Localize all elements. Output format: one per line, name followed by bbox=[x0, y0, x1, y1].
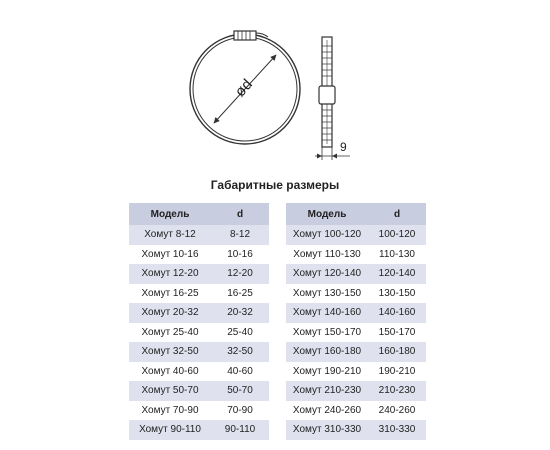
table-row bbox=[286, 381, 426, 401]
cell-model: Хомут 10-16 bbox=[141, 248, 199, 260]
cell-model: Хомут 12-20 bbox=[129, 264, 211, 284]
cell-model: Хомут 40-60 bbox=[141, 365, 199, 377]
column-header-model: Модель bbox=[286, 203, 368, 225]
cell-model: Хомут 210-230 bbox=[286, 381, 368, 401]
column-header-d: d bbox=[368, 203, 426, 225]
cell-model: Хомут 100-120 bbox=[286, 225, 368, 245]
cell-model: Хомут 50-70 bbox=[129, 381, 211, 401]
table-row bbox=[286, 264, 426, 284]
table-row bbox=[286, 284, 426, 304]
diameter-label: ød bbox=[231, 75, 256, 101]
cell-d: 10-16 bbox=[227, 248, 253, 260]
cell-d: 210-230 bbox=[368, 381, 426, 401]
cell-d: 20-32 bbox=[211, 303, 269, 323]
table-row bbox=[129, 284, 269, 304]
cell-model: Хомут 16-25 bbox=[141, 287, 199, 299]
table-row bbox=[286, 362, 426, 382]
cell-model: Хомут 240-260 bbox=[292, 404, 362, 416]
table-row bbox=[129, 362, 269, 382]
cell-d: 150-170 bbox=[378, 326, 416, 338]
table-row bbox=[129, 323, 269, 343]
band-screw-head bbox=[319, 86, 335, 104]
table-row bbox=[286, 342, 426, 362]
table-row bbox=[286, 245, 426, 265]
cell-d: 240-260 bbox=[378, 404, 416, 416]
cell-d: 50-70 bbox=[211, 381, 269, 401]
cell-model: Хомут 160-180 bbox=[286, 342, 368, 362]
cell-model: Хомут 20-32 bbox=[129, 303, 211, 323]
cell-d: 32-50 bbox=[211, 342, 269, 362]
table-row bbox=[129, 303, 269, 323]
table-row bbox=[129, 342, 269, 362]
clamp-drawing bbox=[0, 0, 550, 170]
table-row bbox=[129, 401, 269, 421]
dimensions-table-left bbox=[129, 203, 269, 440]
cell-d: 40-60 bbox=[227, 365, 253, 377]
cell-d: 70-90 bbox=[227, 404, 253, 416]
cell-model: Хомут 70-90 bbox=[141, 404, 199, 416]
cell-d: 130-150 bbox=[378, 287, 416, 299]
cell-model: Хомут 150-170 bbox=[292, 326, 362, 338]
clamp-front-view bbox=[190, 31, 300, 144]
cell-d: 310-330 bbox=[368, 420, 426, 440]
table-row bbox=[129, 225, 269, 245]
cell-d: 16-25 bbox=[227, 287, 253, 299]
table-row bbox=[286, 323, 426, 343]
width-label: 9 bbox=[340, 140, 347, 154]
table-row bbox=[286, 225, 426, 245]
column-header-d: d bbox=[211, 203, 269, 225]
cell-d: 190-210 bbox=[378, 365, 416, 377]
table-row bbox=[286, 420, 426, 440]
cell-model: Хомут 8-12 bbox=[129, 225, 211, 245]
cell-model: Хомут 90-110 bbox=[129, 420, 211, 440]
cell-model: Хомут 190-210 bbox=[292, 365, 362, 377]
dimensions-table-right bbox=[286, 203, 426, 440]
cell-model: Хомут 130-150 bbox=[292, 287, 362, 299]
cell-d: 12-20 bbox=[211, 264, 269, 284]
table-row bbox=[286, 303, 426, 323]
clamp-side-view bbox=[315, 37, 350, 160]
cell-d: 8-12 bbox=[211, 225, 269, 245]
table-header-row bbox=[129, 203, 269, 225]
cell-d: 100-120 bbox=[368, 225, 426, 245]
cell-d: 25-40 bbox=[227, 326, 253, 338]
cell-model: Хомут 120-140 bbox=[286, 264, 368, 284]
table-row bbox=[129, 420, 269, 440]
table-row bbox=[286, 401, 426, 421]
section-title: Габаритные размеры bbox=[210, 178, 340, 192]
cell-d: 140-160 bbox=[368, 303, 426, 323]
table-row bbox=[129, 381, 269, 401]
cell-model: Хомут 110-130 bbox=[293, 248, 361, 260]
cell-model: Хомут 25-40 bbox=[141, 326, 199, 338]
cell-model: Хомут 310-330 bbox=[286, 420, 368, 440]
clamp-screw-housing bbox=[234, 31, 256, 40]
table-row bbox=[129, 245, 269, 265]
cell-d: 90-110 bbox=[211, 420, 269, 440]
table-header-row bbox=[286, 203, 426, 225]
cell-model: Хомут 140-160 bbox=[286, 303, 368, 323]
cell-d: 110-130 bbox=[379, 248, 415, 260]
column-header-model: Модель bbox=[129, 203, 211, 225]
cell-d: 120-140 bbox=[368, 264, 426, 284]
cell-model: Хомут 32-50 bbox=[129, 342, 211, 362]
cell-d: 160-180 bbox=[368, 342, 426, 362]
table-row bbox=[129, 264, 269, 284]
